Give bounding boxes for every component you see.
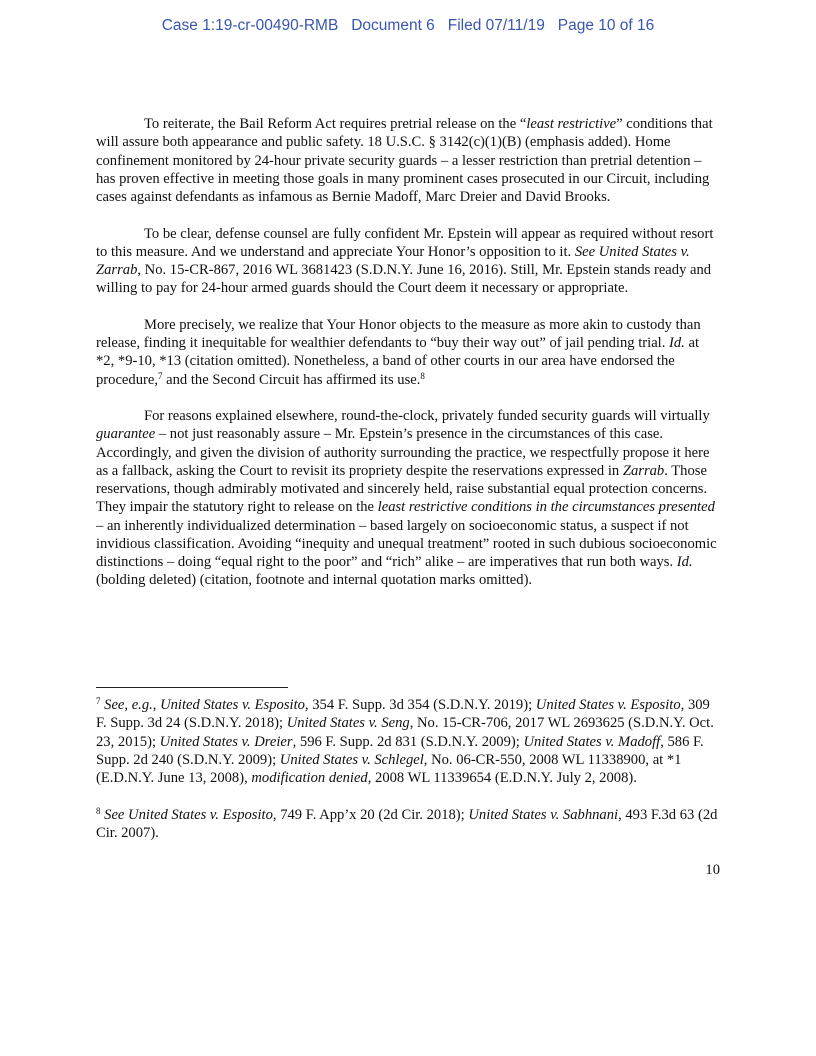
paragraph-3: More precisely, we realize that Your Honor objects to the measure as more akin to custody than release, finding it inequitable for wealthier defendants to “buy their way out” of jail pending trial. Id. at *2, *9-10, *13 (citation omitted). Nonetheless, a band of other courts in our area have endorsed the procedure,$^7$ and the Second Circuit has affirmed its use.$^8$: [96, 316, 701, 388]
footnote-8: $^8$ See United States v. Esposito, 749 F. App’x 20 (2d Cir. 2018); United States v. Sabhnani, 493 F.3d 63 (2d Cir. 2007).: [96, 805, 718, 841]
footnote-ref-8: 8: [420, 370, 425, 381]
case-number: Case 1:19-cr-00490-RMB: [161, 17, 339, 34]
footnote-7: $^7$ See, e.g., United States v. Esposito, 354 F. Supp. 3d 354 (S.D.N.Y. 2019); United States v. Esposito, 309 F. Supp. 3d 24 (S.D.N.Y. 2018); United States v. Seng, No. 15-CR-706, 2017 WL 2693625 (S.D.N.Y. Oct. 23, 2015); United States v. Dreier, 596 F. Supp. 2d 831 (S.D.N.Y. 2009); United States v. Madoff, 586 F. Supp. 2d 240 (S.D.N.Y. 2009); United States v. Schlegel, No. 06-CR-550, 2008 WL 11338900, at *1 (E.D.N.Y. June 13, 2008), modification denied, 2008 WL 11339654 (E.D.N.Y. July 2, 2008).: [96, 696, 714, 786]
footnote-number: 8: [96, 805, 101, 816]
page-indicator: Page 10 of 16: [557, 17, 655, 34]
footnote-ref-7: 7: [158, 370, 163, 381]
footnote-separator: [96, 687, 288, 688]
filed-date: Filed 07/11/19: [447, 17, 545, 34]
page-number: 10: [705, 862, 720, 878]
body-text: [96, 115, 720, 608]
ecf-header: [0, 17, 816, 35]
paragraph-2: To be clear, defense counsel are fully confident Mr. Epstein will appear as required without resort to this measure. And we understand and appreciate Your Honor’s opposition to it. See United States v. Zarrab, No. 15-CR-867, 2016 WL 3681423 (S.D.N.Y. June 16, 2016). Still, Mr. Epstein stands ready and willing to pay for 24-hour armed guards should the Court deem it necessary or appropriate.: [96, 225, 714, 297]
footnotes: [96, 696, 720, 860]
paragraph-1: To reiterate, the Bail Reform Act requires pretrial release on the “least restrictive” conditions that will assure both appearance and public safety. 18 U.S.C. § 3142(c)(1)(B) (emphasis added). Home confinement monitored by 24-hour private security guards – a lesser restriction than pretrial detention – has proven effective in meeting those goals in many prominent cases prosecuted in our Circuit, including cases against defendants as infamous as Bernie Madoff, Marc Dreier and David Brooks.: [96, 116, 713, 205]
document-number: Document 6: [351, 17, 435, 34]
paragraph-4: For reasons explained elsewhere, round-the-clock, privately funded security guards will virtually guarantee – not just reasonably assure – Mr. Epstein’s presence in the circumstances of this case. Accordingly, and given the division of authority surrounding the practice, we respectfully propose it here as a fallback, asking the Court to revisit its propriety despite the reservations expressed in Zarrab. Those reservations, though admirably motivated and sincerely held, raise substantial equal protection concerns. They impair the statutory right to release on the least restrictive conditions in the circumstances presented – an inherently individualized determination – based largely on socioeconomic status, a suspect if not invidious classification. Avoiding “inequity and unequal treatment” rooted in such dubious socioeconomic distinctions – doing “equal right to the poor” and “rich” alike – are imperatives that run both ways. Id. (bolding deleted) (citation, footnote and internal quotation marks omitted).: [96, 408, 717, 589]
footnote-number: 7: [96, 696, 101, 706]
